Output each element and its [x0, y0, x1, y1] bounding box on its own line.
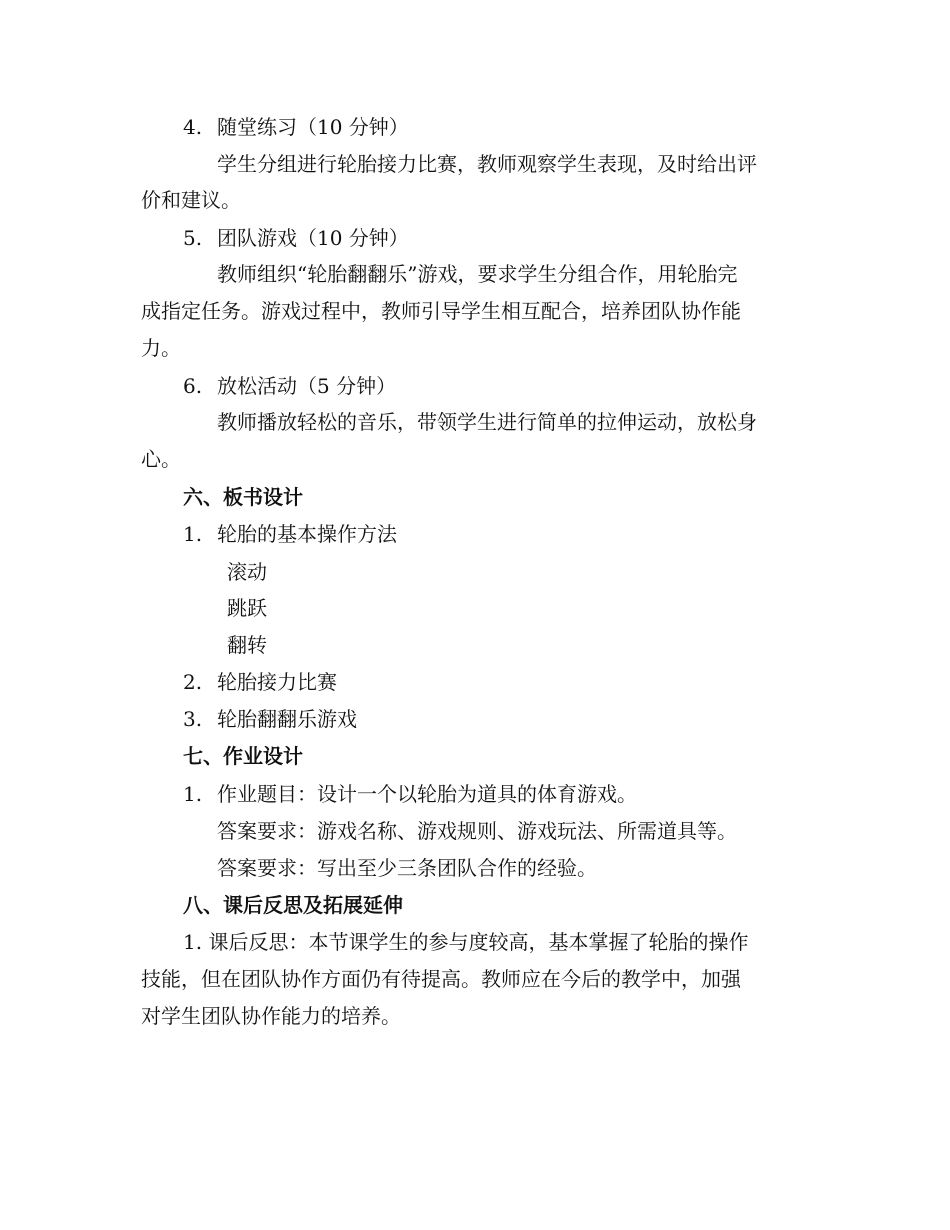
section-5-heading	[183, 226, 409, 250]
sub-item: 跳跃	[227, 596, 267, 620]
item-number: 3.	[183, 707, 203, 731]
section-4-heading	[183, 115, 409, 139]
answer-requirement: 答案要求：写出至少三条团队合作的经验。	[217, 856, 597, 880]
board-item-2	[183, 670, 337, 694]
heading-homework-design: 七、作业设计	[183, 744, 303, 768]
board-item-3	[183, 707, 357, 731]
item-title: 轮胎接力比赛	[217, 670, 337, 694]
paragraph-line: 心。	[141, 447, 181, 471]
item-number: 2.	[183, 670, 203, 694]
board-item-1	[183, 522, 397, 546]
answer-requirement: 答案要求：游戏名称、游戏规则、游戏玩法、所需道具等。	[217, 819, 737, 843]
heading-board-design: 六、板书设计	[183, 485, 303, 509]
heading-reflection: 八、课后反思及拓展延伸	[183, 893, 403, 917]
paragraph-line: 教师组织“轮胎翻翻乐”游戏，要求学生分组合作，用轮胎完	[217, 262, 738, 286]
section-title: 放松活动（5 分钟）	[217, 374, 397, 398]
paragraph-line: 价和建议。	[141, 188, 241, 212]
sub-item: 翻转	[227, 633, 267, 657]
paragraph-line: 教师播放轻松的音乐，带领学生进行简单的拉伸运动，放松身	[217, 410, 757, 434]
section-number: 6.	[183, 374, 203, 398]
item-title: 轮胎的基本操作方法	[217, 522, 397, 546]
paragraph-line: 1. 课后反思：本节课学生的参与度较高，基本掌握了轮胎的操作	[183, 930, 749, 954]
paragraph-line: 学生分组进行轮胎接力比赛，教师观察学生表现，及时给出评	[217, 152, 757, 176]
section-title: 团队游戏（10 分钟）	[217, 226, 409, 250]
item-number: 1.	[183, 782, 203, 806]
sub-item: 滚动	[227, 560, 267, 584]
paragraph-line: 技能，但在团队协作方面仍有待提高。教师应在今后的教学中，加强	[141, 967, 741, 991]
item-number: 1.	[183, 522, 203, 546]
section-number: 4.	[183, 115, 203, 139]
section-number: 5.	[183, 226, 203, 250]
paragraph-line: 力。	[141, 336, 181, 360]
item-title: 作业题目：设计一个以轮胎为道具的体育游戏。	[217, 782, 637, 806]
paragraph-line: 成指定任务。游戏过程中，教师引导学生相互配合，培养团队协作能	[141, 299, 741, 323]
paragraph-line: 对学生团队协作能力的培养。	[141, 1004, 401, 1028]
homework-item-1	[183, 782, 637, 806]
section-6-heading	[183, 374, 396, 398]
item-title: 轮胎翻翻乐游戏	[217, 707, 357, 731]
section-title: 随堂练习（10 分钟）	[217, 115, 409, 139]
